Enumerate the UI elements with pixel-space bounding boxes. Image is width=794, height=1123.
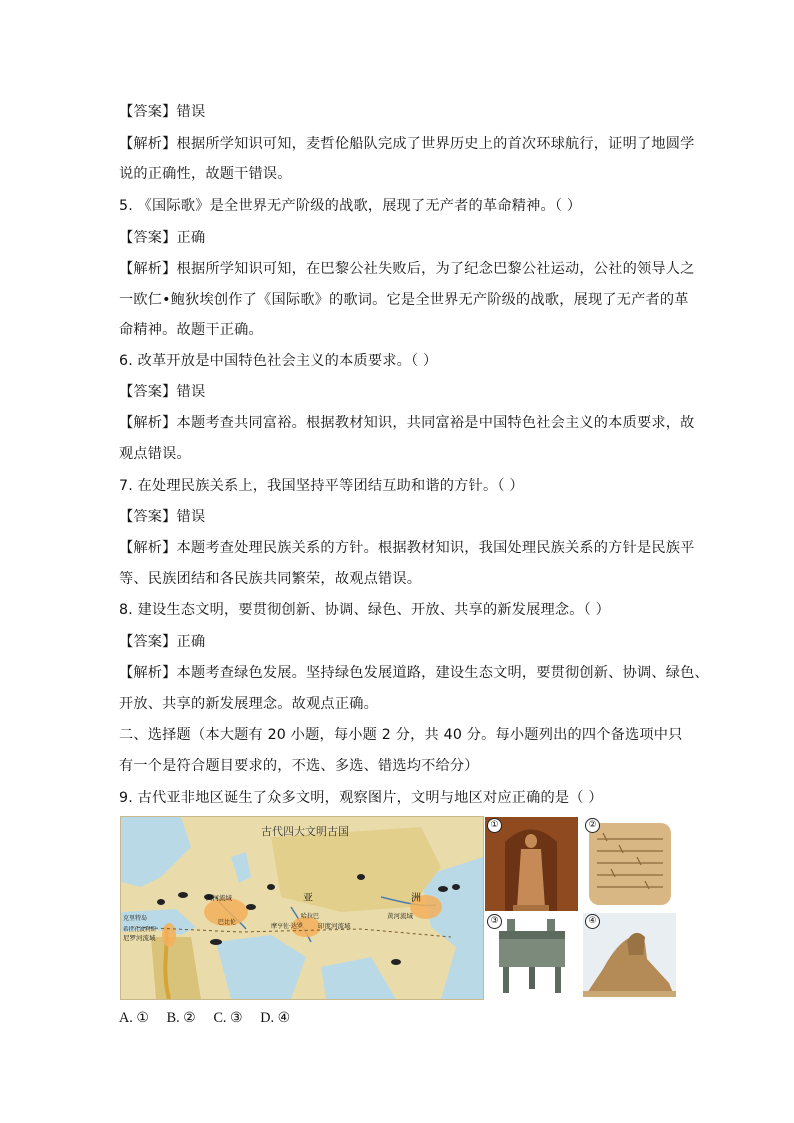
answer-line: 【答案】正确	[119, 634, 206, 650]
map-label-babilun: 巴比伦	[218, 919, 237, 926]
question-7: 7. 在处理民族关系上，我国坚持平等团结互助和谐的方针。（ ）	[119, 478, 524, 494]
analysis-line: 【解析】本题考查共同富裕。根据教材知识，共同富裕是中国特色社会主义的本质要求，故	[119, 415, 695, 431]
map-label-liangheliuyu: 两河流域	[206, 894, 232, 902]
map-label-niluoheliuyu: 尼罗河流域	[123, 934, 156, 942]
answer-options	[119, 1008, 304, 1028]
picture-1-number: ①	[487, 818, 502, 833]
picture-4-sphinx	[583, 913, 676, 997]
question-8: 8. 建设生态文明，要贯彻创新、协调、绿色、开放、共享的新发展理念。（ ）	[119, 602, 611, 618]
picture-2-number: ②	[585, 818, 600, 833]
option-a[interactable]: A. ①	[119, 1010, 150, 1026]
option-c[interactable]: C. ③	[213, 1010, 243, 1026]
option-b[interactable]: B. ②	[166, 1010, 196, 1026]
picture-3-number: ③	[487, 914, 502, 929]
ancient-civilizations-map	[120, 816, 484, 1000]
section-heading: 二、选择题（本大题有 20 小题，每小题 2 分，共 40 分。每小题列出的四个备选项中只	[119, 727, 683, 743]
section-heading-cont: 有一个是符合题目要求的，不选、多选、错选均不给分）	[119, 758, 479, 774]
map-title: 古代四大文明古国	[261, 825, 349, 838]
picture-4-number: ④	[585, 914, 600, 929]
analysis-line-cont: 说的正确性，故题干错误。	[119, 166, 292, 182]
map-label-huangheliuyu: 黄河流域	[387, 912, 413, 920]
analysis-line: 【解析】根据所学知识可知，在巴黎公社失败后，为了纪念巴黎公社运动，公社的领导人之	[119, 261, 695, 277]
question-6: 6. 改革开放是中国特色社会主义的本质要求。（ ）	[119, 353, 438, 369]
analysis-line: 【解析】本题考查绿色发展。坚持绿色发展道路，建设生态文明，要贯彻创新、协调、绿色、	[119, 665, 709, 681]
answer-line: 【答案】错误	[119, 384, 206, 400]
question-9: 9. 古代亚非地区诞生了众多文明，观察图片，文明与地区对应正确的是（ ）	[119, 790, 603, 806]
analysis-line-cont: 等、民族团结和各民族共同繁荣，故观点错误。	[119, 571, 422, 587]
option-d[interactable]: D. ④	[260, 1010, 291, 1026]
map-label-hala: 哈拉巴	[301, 913, 320, 920]
picture-3-bronze-ding	[485, 913, 578, 997]
analysis-line: 【解析】根据所学知识可知，麦哲伦船队完成了世界历史上的首次环球航行，证明了地圆学	[119, 136, 695, 152]
picture-1-buddha-statue	[485, 817, 578, 911]
map-label-xibeilin: 希拉孔波利斯	[123, 927, 157, 933]
analysis-line: 【解析】本题考查处理民族关系的方针。根据教材知识，我国处理民族关系的方针是民族平	[119, 540, 695, 556]
map-label-ya: 亚	[303, 893, 313, 904]
map-label-mohenjo: 摩亨佐·达罗	[271, 923, 303, 930]
analysis-line-cont: 观点错误。	[119, 446, 191, 462]
map-label-kelite: 克里特岛	[123, 915, 148, 922]
answer-line: 【答案】错误	[119, 509, 206, 525]
map-label-yinduheliuyu: 印度河流域	[318, 922, 351, 930]
analysis-line-cont: 开放、共享的新发展理念。故观点正确。	[119, 696, 378, 712]
question-5: 5. 《国际歌》是全世界无产阶级的战歌，展现了无产者的革命精神。（ ）	[119, 198, 582, 214]
answer-line: 【答案】错误	[119, 104, 206, 120]
analysis-line-cont: 一欧仁•鲍狄埃创作了《国际歌》的歌词。它是全世界无产阶级的战歌，展现了无产者的革	[119, 292, 689, 308]
analysis-line-cont: 命精神。故题干正确。	[119, 322, 263, 338]
picture-2-clay-tablet	[583, 817, 676, 911]
map-label-zhou: 洲	[411, 893, 421, 904]
answer-line: 【答案】正确	[119, 230, 206, 246]
